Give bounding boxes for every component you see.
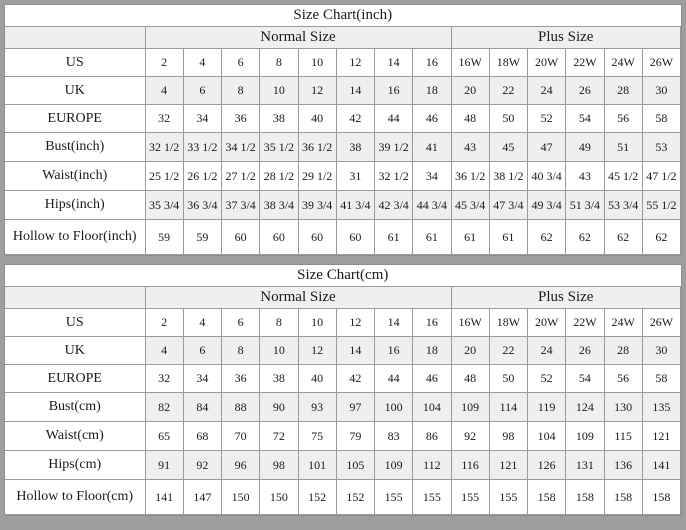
table-cell: 37 3/4 [222,191,260,220]
table-cell: 60 [298,220,336,255]
table-cell: 46 [413,365,451,393]
table-cell: 16W [451,49,489,77]
table-cell: 35 3/4 [145,191,183,220]
table-cell: 40 [298,365,336,393]
table-cell: 26W [642,49,680,77]
table-cell: 91 [145,451,183,480]
table-cell: 88 [222,393,260,422]
table-cell: 59 [145,220,183,255]
row-label: Hollow to Floor(cm) [5,480,145,515]
table-cell: 4 [145,337,183,365]
table-cell: 50 [489,365,527,393]
table-cell: 16 [413,309,451,337]
table-cell: 72 [260,422,298,451]
table-cell: 44 [375,105,413,133]
table-cell: 38 [260,365,298,393]
table-cell: 28 [604,337,642,365]
table-cell: 152 [336,480,374,515]
table-cell: 97 [336,393,374,422]
table-cell: 4 [183,49,221,77]
table-cell: 56 [604,105,642,133]
table-cell: 32 1/2 [145,133,183,162]
table-cell: 116 [451,451,489,480]
table-cell: 44 3/4 [413,191,451,220]
table-cell: 40 [298,105,336,133]
table-cell: 4 [183,309,221,337]
table-cell: 48 [451,365,489,393]
group-header: Plus Size [451,27,681,49]
table-cell: 105 [336,451,374,480]
table-cell: 121 [642,422,680,451]
table-cell: 14 [336,77,374,105]
table-cell: 34 [413,162,451,191]
table-cell: 51 [604,133,642,162]
table-cell: 158 [528,480,566,515]
table-cell: 8 [222,337,260,365]
table-cell: 131 [566,451,604,480]
table-cell: 28 [604,77,642,105]
table-cell: 43 [451,133,489,162]
table-cell: 130 [604,393,642,422]
table-cell: 12 [298,337,336,365]
row-label: Bust(inch) [5,133,145,162]
table-cell: 16 [375,337,413,365]
table-cell: 82 [145,393,183,422]
size-chart-cm-table [5,265,681,515]
table-cell: 79 [336,422,374,451]
table-cell: 62 [642,220,680,255]
table-cell: 26W [642,309,680,337]
table-cell: 61 [413,220,451,255]
table-cell: 32 [145,105,183,133]
table-cell: 10 [260,337,298,365]
table-cell: 155 [489,480,527,515]
row-label: US [5,49,145,77]
table-cell: 109 [566,422,604,451]
table-cell: 36 [222,365,260,393]
table-cell: 155 [375,480,413,515]
table-cell: 61 [375,220,413,255]
table-cell: 49 [566,133,604,162]
table-row [5,49,681,77]
table-cell: 31 [336,162,374,191]
table-cell: 141 [145,480,183,515]
table-cell: 135 [642,393,680,422]
table-cell: 12 [336,49,374,77]
row-label: Hips(cm) [5,451,145,480]
table-cell: 65 [145,422,183,451]
table-cell: 115 [604,422,642,451]
table-cell: 98 [260,451,298,480]
table-cell: 16 [375,77,413,105]
table-cell: 45 [489,133,527,162]
table-cell: 61 [489,220,527,255]
table-cell: 2 [145,49,183,77]
group-header: Normal Size [145,287,451,309]
table-cell: 92 [183,451,221,480]
table-cell: 26 1/2 [183,162,221,191]
table-cell: 34 [183,365,221,393]
row-label: Hips(inch) [5,191,145,220]
table-cell: 90 [260,393,298,422]
table-cell: 60 [260,220,298,255]
table-cell: 38 1/2 [489,162,527,191]
table-cell: 22 [489,77,527,105]
table-cell: 41 3/4 [336,191,374,220]
table-cell: 36 3/4 [183,191,221,220]
table-cell: 28 1/2 [260,162,298,191]
chart-title: Size Chart(cm) [5,265,681,287]
table-cell: 14 [375,49,413,77]
table-cell: 126 [528,451,566,480]
table-cell: 18 [413,77,451,105]
table-cell: 38 3/4 [260,191,298,220]
table-cell: 114 [489,393,527,422]
table-cell: 70 [222,422,260,451]
table-cell: 26 [566,77,604,105]
table-cell: 20 [451,77,489,105]
table-cell: 54 [566,365,604,393]
table-cell: 2 [145,309,183,337]
table-cell: 22W [566,49,604,77]
table-cell: 44 [375,365,413,393]
table-cell: 92 [451,422,489,451]
table-cell: 30 [642,337,680,365]
table-cell: 47 1/2 [642,162,680,191]
table-row [5,105,681,133]
table-cell: 155 [413,480,451,515]
size-chart-inch-table [5,5,681,255]
table-cell: 39 1/2 [375,133,413,162]
table-cell: 34 [183,105,221,133]
size-chart-inch-body [5,5,681,255]
table-cell: 60 [222,220,260,255]
table-cell: 121 [489,451,527,480]
table-cell: 45 3/4 [451,191,489,220]
table-cell: 20W [528,309,566,337]
table-cell: 104 [528,422,566,451]
table-cell: 158 [566,480,604,515]
table-cell: 112 [413,451,451,480]
table-cell: 6 [183,337,221,365]
table-cell: 83 [375,422,413,451]
table-cell: 14 [336,337,374,365]
row-label: Bust(cm) [5,393,145,422]
row-label: US [5,309,145,337]
table-cell: 150 [260,480,298,515]
table-cell: 34 1/2 [222,133,260,162]
table-cell: 8 [260,309,298,337]
table-cell: 10 [298,309,336,337]
table-cell: 109 [375,451,413,480]
table-cell: 24 [528,77,566,105]
table-cell: 10 [298,49,336,77]
table-cell: 42 [336,105,374,133]
table-cell: 47 [528,133,566,162]
table-cell: 124 [566,393,604,422]
table-cell: 51 3/4 [566,191,604,220]
table-cell: 33 1/2 [183,133,221,162]
table-cell: 12 [336,309,374,337]
table-row [5,309,681,337]
table-cell: 158 [642,480,680,515]
size-chart-cm-body [5,265,681,515]
table-cell: 41 [413,133,451,162]
row-label: Hollow to Floor(inch) [5,220,145,255]
table-cell: 150 [222,480,260,515]
table-row [5,480,681,515]
chart-group-header-row [5,287,681,309]
table-cell: 42 [336,365,374,393]
table-cell: 53 3/4 [604,191,642,220]
table-cell: 20W [528,49,566,77]
table-cell: 26 [566,337,604,365]
table-cell: 109 [451,393,489,422]
table-cell: 53 [642,133,680,162]
table-cell: 48 [451,105,489,133]
row-label: UK [5,77,145,105]
table-cell: 158 [604,480,642,515]
table-cell: 68 [183,422,221,451]
table-cell: 12 [298,77,336,105]
table-cell: 6 [222,49,260,77]
table-cell: 36 1/2 [451,162,489,191]
group-header-corner [5,27,145,49]
table-cell: 24 [528,337,566,365]
table-cell: 62 [566,220,604,255]
table-cell: 38 [260,105,298,133]
row-label: Waist(inch) [5,162,145,191]
table-cell: 46 [413,105,451,133]
table-row [5,220,681,255]
table-cell: 119 [528,393,566,422]
table-cell: 25 1/2 [145,162,183,191]
size-chart-inch [4,4,682,256]
table-cell: 18 [413,337,451,365]
chart-title-row [5,5,681,27]
chart-group-header-row [5,27,681,49]
table-cell: 14 [375,309,413,337]
table-row [5,451,681,480]
table-cell: 93 [298,393,336,422]
row-label: Waist(cm) [5,422,145,451]
table-cell: 60 [336,220,374,255]
table-cell: 27 1/2 [222,162,260,191]
row-label: EUROPE [5,105,145,133]
table-cell: 16W [451,309,489,337]
table-cell: 6 [183,77,221,105]
table-cell: 32 [145,365,183,393]
group-header: Normal Size [145,27,451,49]
table-cell: 141 [642,451,680,480]
table-cell: 39 3/4 [298,191,336,220]
table-cell: 55 1/2 [642,191,680,220]
table-cell: 54 [566,105,604,133]
table-cell: 38 [336,133,374,162]
table-cell: 52 [528,105,566,133]
table-cell: 24W [604,309,642,337]
table-row [5,162,681,191]
table-cell: 98 [489,422,527,451]
table-row [5,337,681,365]
table-cell: 20 [451,337,489,365]
table-cell: 101 [298,451,336,480]
table-cell: 6 [222,309,260,337]
table-cell: 100 [375,393,413,422]
table-cell: 147 [183,480,221,515]
table-cell: 22W [566,309,604,337]
chart-title-row [5,265,681,287]
table-cell: 30 [642,77,680,105]
table-cell: 36 1/2 [298,133,336,162]
table-cell: 104 [413,393,451,422]
table-cell: 59 [183,220,221,255]
table-cell: 16 [413,49,451,77]
table-row [5,393,681,422]
table-row [5,77,681,105]
table-cell: 18W [489,309,527,337]
table-cell: 35 1/2 [260,133,298,162]
table-cell: 136 [604,451,642,480]
table-row [5,133,681,162]
table-cell: 56 [604,365,642,393]
table-cell: 18W [489,49,527,77]
table-cell: 45 1/2 [604,162,642,191]
table-cell: 8 [222,77,260,105]
table-cell: 43 [566,162,604,191]
table-cell: 62 [528,220,566,255]
table-cell: 84 [183,393,221,422]
table-cell: 4 [145,77,183,105]
table-cell: 32 1/2 [375,162,413,191]
table-cell: 62 [604,220,642,255]
table-cell: 96 [222,451,260,480]
table-cell: 42 3/4 [375,191,413,220]
table-cell: 10 [260,77,298,105]
table-row [5,191,681,220]
table-cell: 40 3/4 [528,162,566,191]
table-cell: 52 [528,365,566,393]
table-cell: 29 1/2 [298,162,336,191]
table-cell: 50 [489,105,527,133]
row-label: EUROPE [5,365,145,393]
table-cell: 24W [604,49,642,77]
table-cell: 49 3/4 [528,191,566,220]
table-cell: 47 3/4 [489,191,527,220]
table-cell: 61 [451,220,489,255]
table-cell: 58 [642,105,680,133]
size-chart-cm [4,264,682,516]
table-cell: 8 [260,49,298,77]
group-header-corner [5,287,145,309]
table-cell: 75 [298,422,336,451]
table-cell: 22 [489,337,527,365]
table-cell: 58 [642,365,680,393]
table-cell: 86 [413,422,451,451]
table-cell: 152 [298,480,336,515]
table-row [5,422,681,451]
table-cell: 155 [451,480,489,515]
chart-title: Size Chart(inch) [5,5,681,27]
table-row [5,365,681,393]
group-header: Plus Size [451,287,681,309]
table-cell: 36 [222,105,260,133]
row-label: UK [5,337,145,365]
